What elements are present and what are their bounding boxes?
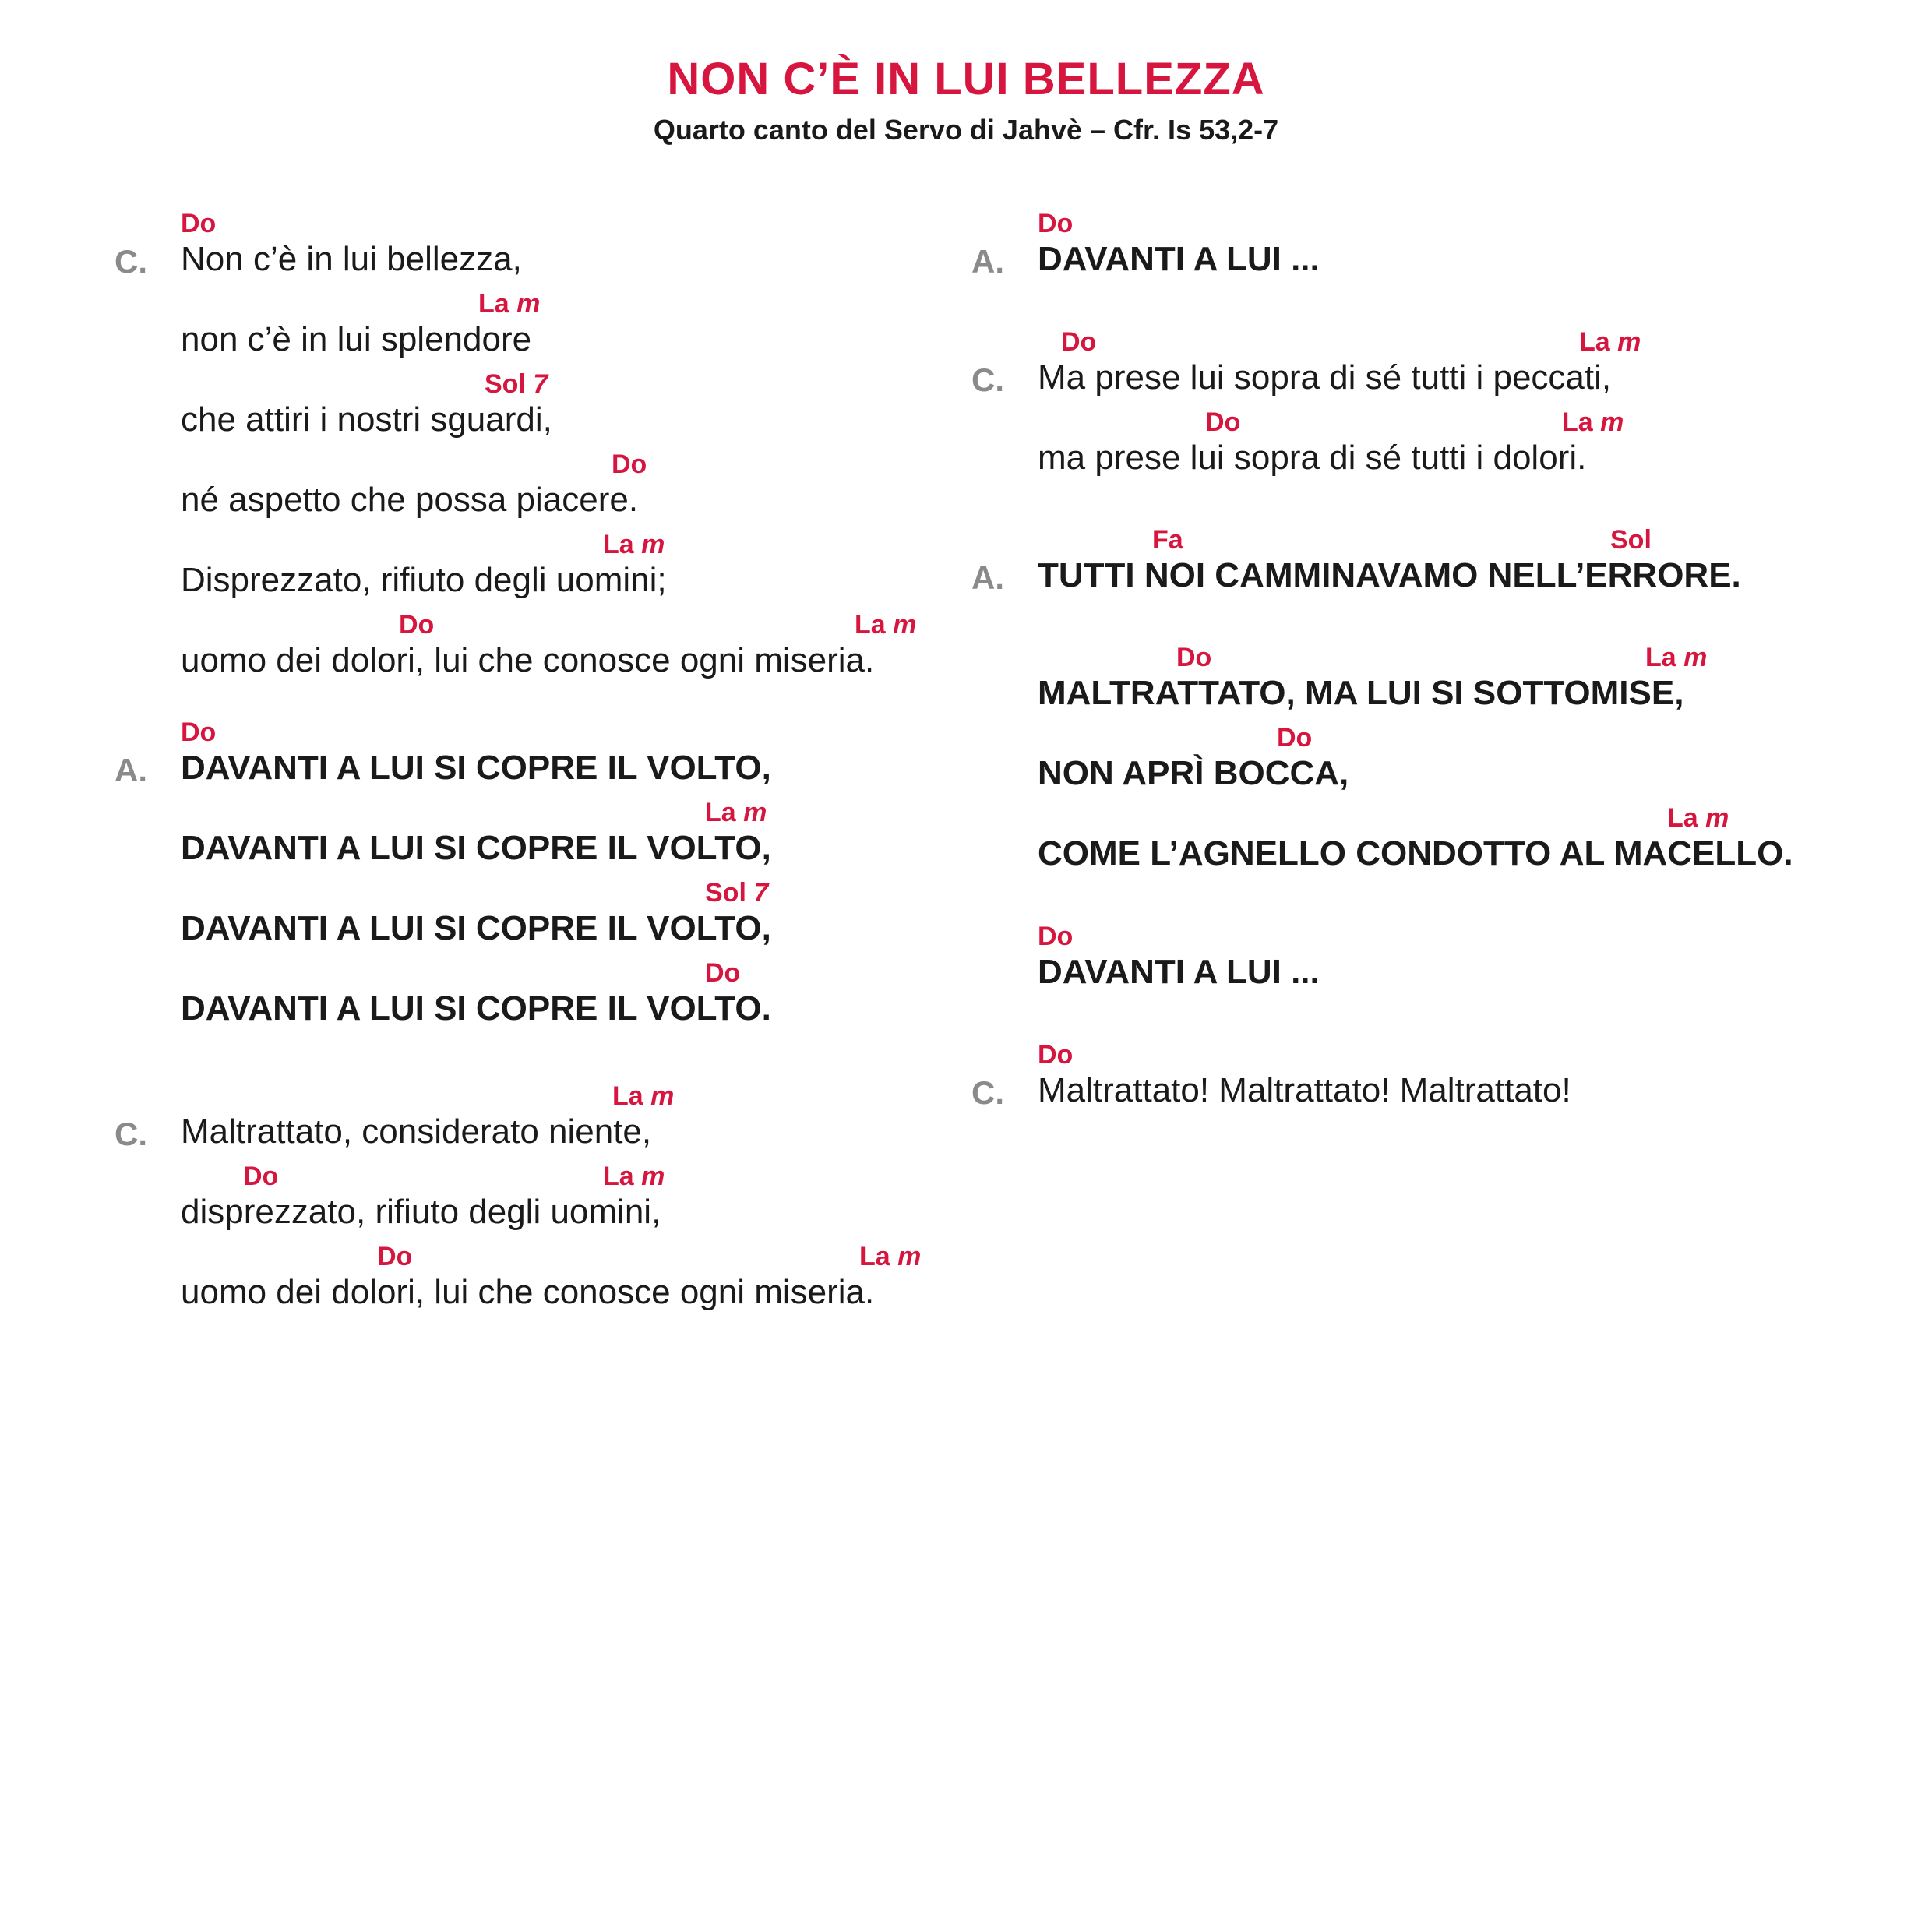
chord: Do — [1205, 407, 1241, 437]
speaker-label: C. — [971, 361, 1004, 398]
lyric-line — [115, 1242, 956, 1322]
chord: Sol 7 — [485, 369, 548, 399]
chord: La m — [855, 610, 917, 640]
lyric-text: Non c’è in lui bellezza, — [181, 240, 522, 278]
lyric-text: COME L’AGNELLO CONDOTTO AL MACELLO. — [1038, 834, 1793, 873]
lyric-text: MALTRATTATO, MA LUI SI SOTTOMISE, — [1038, 674, 1684, 712]
lyric-line — [115, 1162, 956, 1242]
lyric-text: DAVANTI A LUI SI COPRE IL VOLTO, — [181, 829, 771, 867]
lyric-text: ma prese lui sopra di sé tutti i dolori. — [1038, 439, 1587, 477]
lyric-line — [971, 922, 1844, 1002]
lyric-text: Maltrattato! Maltrattato! Maltrattato! — [1038, 1071, 1571, 1109]
speaker-label: A. — [971, 243, 1004, 280]
lyric-line — [115, 878, 956, 958]
speaker-label: C. — [115, 1116, 147, 1152]
lyric-line — [115, 369, 956, 450]
lyric-text: Maltrattato, considerato niente, — [181, 1112, 652, 1151]
chord: Do — [181, 209, 217, 238]
lyric-line — [115, 717, 956, 798]
lyric-line — [115, 610, 956, 690]
lyric-text: uomo dei dolori, lui che conosce ogni miseria. — [181, 1273, 875, 1311]
lyric-line — [971, 803, 1844, 883]
lyric-line — [971, 209, 1844, 289]
right-column — [971, 209, 1844, 1120]
chord: Do — [612, 450, 647, 479]
chord: La m — [859, 1242, 922, 1271]
chord: Do — [1038, 922, 1074, 951]
lyric-text: disprezzato, rifiuto degli uomini, — [181, 1193, 661, 1231]
lyric-line — [115, 1081, 956, 1162]
chord: La m — [705, 798, 767, 827]
lyric-text: DAVANTI A LUI ... — [1038, 953, 1320, 991]
lyric-text: né aspetto che possa piacere. — [181, 481, 639, 519]
lyric-line — [971, 327, 1844, 407]
lyric-text: che attiri i nostri sguardi, — [181, 400, 552, 439]
chord: Do — [243, 1162, 279, 1191]
chord: Do — [181, 717, 217, 747]
chord: La m — [1645, 643, 1708, 672]
lyric-line — [971, 525, 1844, 605]
left-column — [115, 209, 956, 1322]
chord: La m — [1667, 803, 1729, 833]
lyric-line — [115, 798, 956, 878]
lyric-line — [971, 407, 1844, 488]
chord: Fa — [1152, 525, 1183, 555]
lyric-text: DAVANTI A LUI SI COPRE IL VOLTO, — [181, 749, 771, 787]
chord: La m — [603, 1162, 665, 1191]
lyric-line — [971, 1040, 1844, 1120]
song-title: NON C’È IN LUI BELLEZZA — [667, 54, 1265, 104]
lyric-line — [115, 209, 956, 289]
chord: Do — [705, 958, 741, 988]
lyric-line — [115, 530, 956, 610]
chord: Do — [399, 610, 435, 640]
lyric-text: NON APRÌ BOCCA, — [1038, 754, 1349, 792]
chord: La m — [603, 530, 665, 559]
lyric-text: non c’è in lui splendore — [181, 320, 532, 358]
lyric-line — [971, 723, 1844, 803]
speaker-label: A. — [115, 752, 147, 788]
speaker-label: A. — [971, 559, 1004, 596]
chord: La m — [1562, 407, 1624, 437]
chord: Do — [377, 1242, 413, 1271]
lyric-text: Disprezzato, rifiuto degli uomini; — [181, 561, 667, 599]
lyric-line — [115, 289, 956, 369]
lyric-line — [115, 958, 956, 1038]
lyric-text: TUTTI NOI CAMMINAVAMO NELL’ERRORE. — [1038, 556, 1741, 594]
chord: La m — [612, 1081, 675, 1111]
lyric-text: DAVANTI A LUI SI COPRE IL VOLTO. — [181, 989, 771, 1028]
chord: Do — [1038, 1040, 1074, 1070]
song-subtitle: Quarto canto del Servo di Jahvè – Cfr. Is 53,2-7 — [653, 114, 1279, 146]
chord: Sol — [1610, 525, 1652, 555]
chord: Do — [1061, 327, 1097, 357]
lyric-text: Ma prese lui sopra di sé tutti i peccati, — [1038, 358, 1612, 397]
chord: Do — [1038, 209, 1074, 238]
chord: Do — [1277, 723, 1313, 753]
chord: La m — [1579, 327, 1641, 357]
chord: Sol 7 — [705, 878, 769, 908]
speaker-label: C. — [115, 243, 147, 280]
lyric-text: DAVANTI A LUI SI COPRE IL VOLTO, — [181, 909, 771, 947]
chord: La m — [478, 289, 541, 319]
lyric-line — [971, 643, 1844, 723]
lyric-text: uomo dei dolori, lui che conosce ogni miseria. — [181, 641, 875, 679]
chord: Do — [1176, 643, 1212, 672]
lyric-line — [115, 450, 956, 530]
lyric-text: DAVANTI A LUI ... — [1038, 240, 1320, 278]
speaker-label: C. — [971, 1074, 1004, 1111]
